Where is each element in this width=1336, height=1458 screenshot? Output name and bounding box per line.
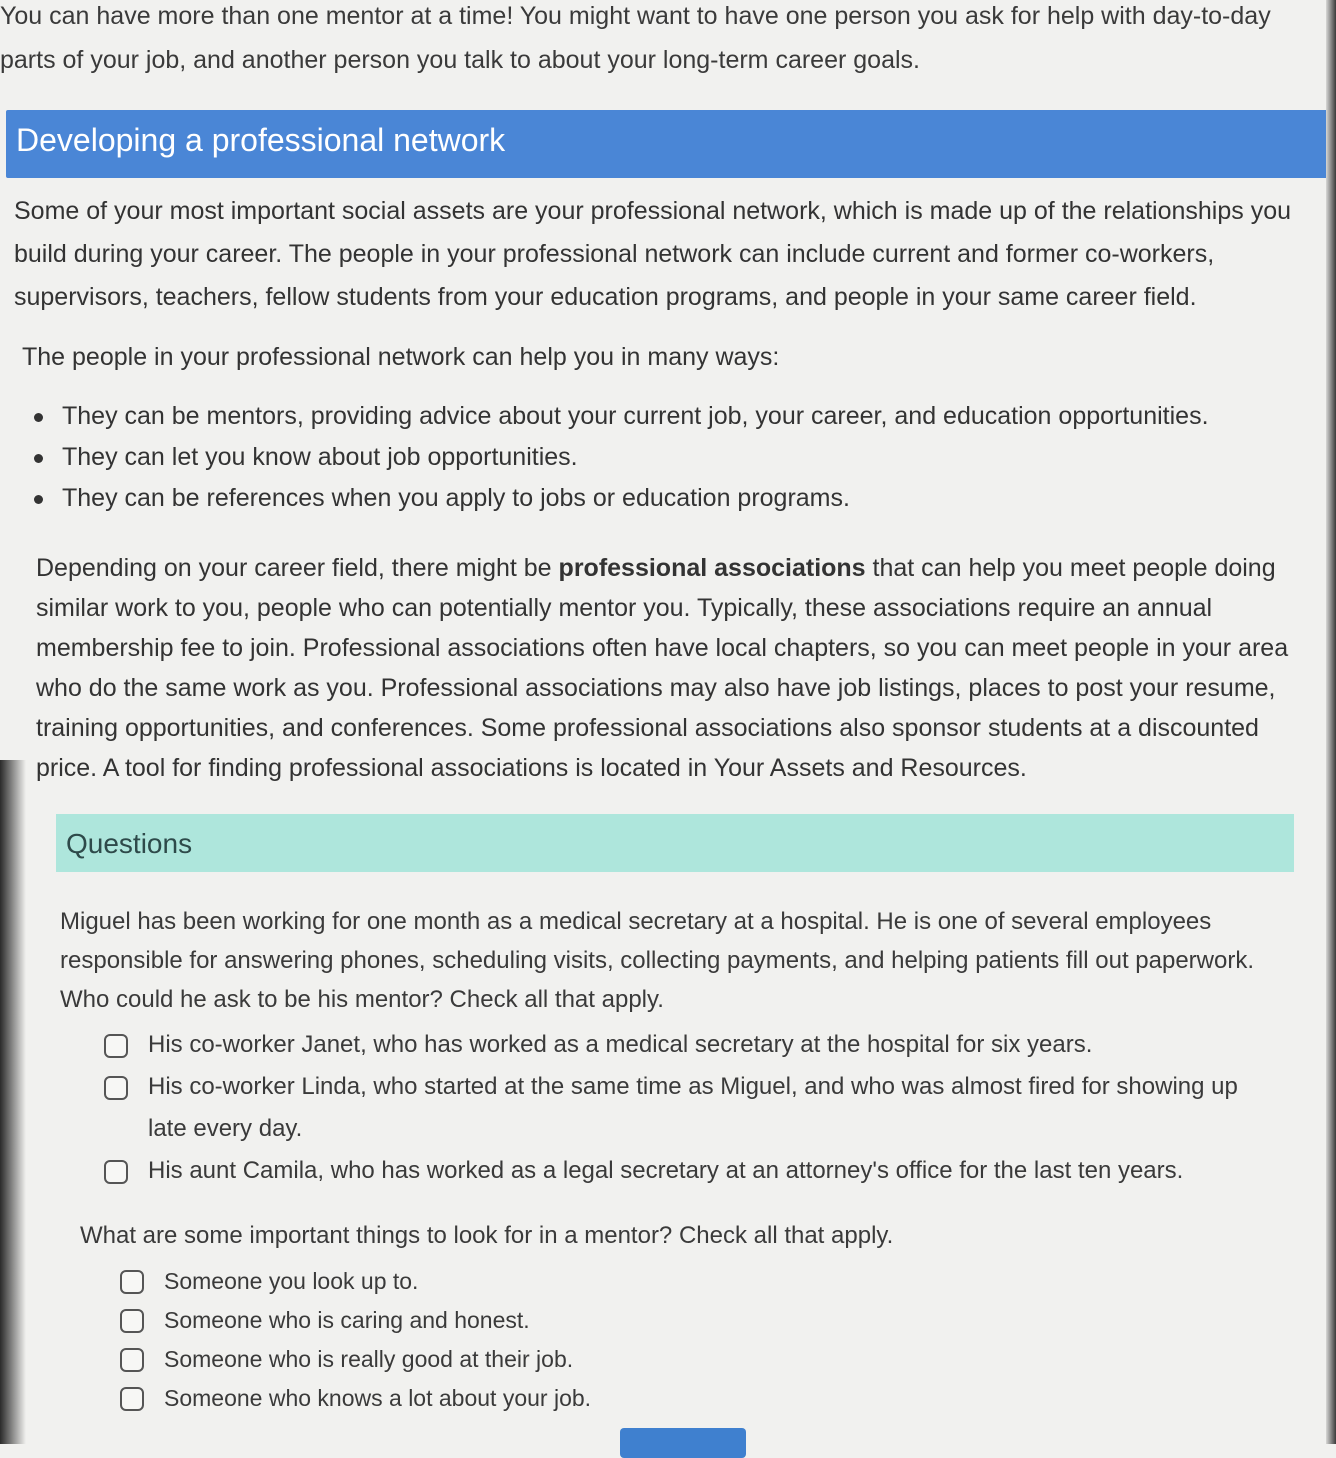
questions-heading: Questions <box>66 828 193 859</box>
list-item-text: They can be mentors, providing advice about your current job, your career, and education opportunities. <box>62 402 1209 430</box>
question-1-option[interactable] <box>104 1024 1274 1066</box>
question-1-options <box>104 1024 1274 1192</box>
list-item <box>30 437 1290 478</box>
section-heading: Developing a professional network <box>16 122 506 158</box>
list-item-text: They can let you know about job opportunities. <box>62 443 578 471</box>
question-2-prompt: What are some important things to look for in a mentor? Check all that apply. <box>80 1222 894 1249</box>
option-label[interactable]: Someone who is caring and honest. <box>164 1307 530 1333</box>
option-label[interactable]: His co-worker Janet, who has worked as a medical secretary at the hospital for six years. <box>148 1031 1093 1058</box>
network-ways-intro: The people in your professional network can help you in many ways: <box>22 343 780 371</box>
checkbox[interactable] <box>104 1076 128 1100</box>
question-2-options <box>120 1262 1020 1418</box>
associations-bold-term: professional associations <box>558 554 866 582</box>
checkbox[interactable] <box>120 1309 144 1333</box>
question-1-option[interactable] <box>104 1150 1274 1192</box>
intro-paragraph: You can have more than one mentor at a time! You might want to have one person you ask for help with day-to-day parts of your job, and another person you talk to about your long-term career goals. <box>0 2 1271 74</box>
associations-text-start: Depending on your career field, there might be <box>36 554 559 582</box>
list-item-text: They can be references when you apply to jobs or education programs. <box>62 484 850 512</box>
associations-paragraph <box>36 548 1296 788</box>
checkbox[interactable] <box>120 1387 144 1411</box>
question-1-prompt: Miguel has been working for one month as a medical secretary at a hospital. He is one of several employees responsible for answering phones, scheduling visits, collecting payments, and helping patients fill out paperwork. Who could he ask to be his mentor? Check all that apply. <box>60 908 1255 1013</box>
checkbox[interactable] <box>120 1348 144 1372</box>
checkbox[interactable] <box>104 1034 128 1058</box>
screen-bezel-left <box>0 760 26 1444</box>
network-paragraph: Some of your most important social assets are your professional network, which is made up of the relationships you build during your career. The people in your professional network can include current and former co-workers, supervisors, teachers, fellow students from your education programs, and people in your same career field. <box>14 197 1292 311</box>
question-2-option[interactable] <box>120 1301 1020 1340</box>
submit-button[interactable] <box>620 1428 746 1458</box>
option-label[interactable]: His aunt Camila, who has worked as a legal secretary at an attorney's office for the last ten years. <box>148 1157 1184 1184</box>
bullet-icon <box>34 413 43 422</box>
associations-text-end: that can help you meet people doing similar work to you, people who can potentially mentor you. Typically, these associations require an annual membership fee to join. Professional associations often have local chapters, so you can meet people in your area who do the same work as you. Professional associations may also have job listings, places to post your resume, training opportunities, and conferences. Some professional associations also sponsor students at a discounted price. A tool for finding professional associations is located in Your Assets and Resources. <box>36 554 1289 782</box>
list-item <box>30 396 1290 437</box>
option-label[interactable]: His co-worker Linda, who started at the same time as Miguel, and who was almost fired for showing up late every day. <box>148 1073 1238 1142</box>
bullet-icon <box>34 495 43 504</box>
option-label[interactable]: Someone who is really good at their job. <box>164 1346 574 1372</box>
checkbox[interactable] <box>104 1160 128 1184</box>
question-2-option[interactable] <box>120 1379 1020 1418</box>
screen-bezel-right <box>1326 0 1336 1444</box>
list-item <box>30 478 1290 519</box>
option-label[interactable]: Someone you look up to. <box>164 1268 419 1294</box>
question-1-option[interactable] <box>104 1066 1274 1150</box>
question-2-option[interactable] <box>120 1340 1020 1379</box>
question-2-option[interactable] <box>120 1262 1020 1301</box>
checkbox[interactable] <box>120 1270 144 1294</box>
option-label[interactable]: Someone who knows a lot about your job. <box>164 1385 592 1411</box>
bullet-icon <box>34 454 43 463</box>
section-header-banner <box>6 110 1330 178</box>
network-benefits-list <box>30 396 1290 519</box>
questions-banner <box>56 814 1294 872</box>
